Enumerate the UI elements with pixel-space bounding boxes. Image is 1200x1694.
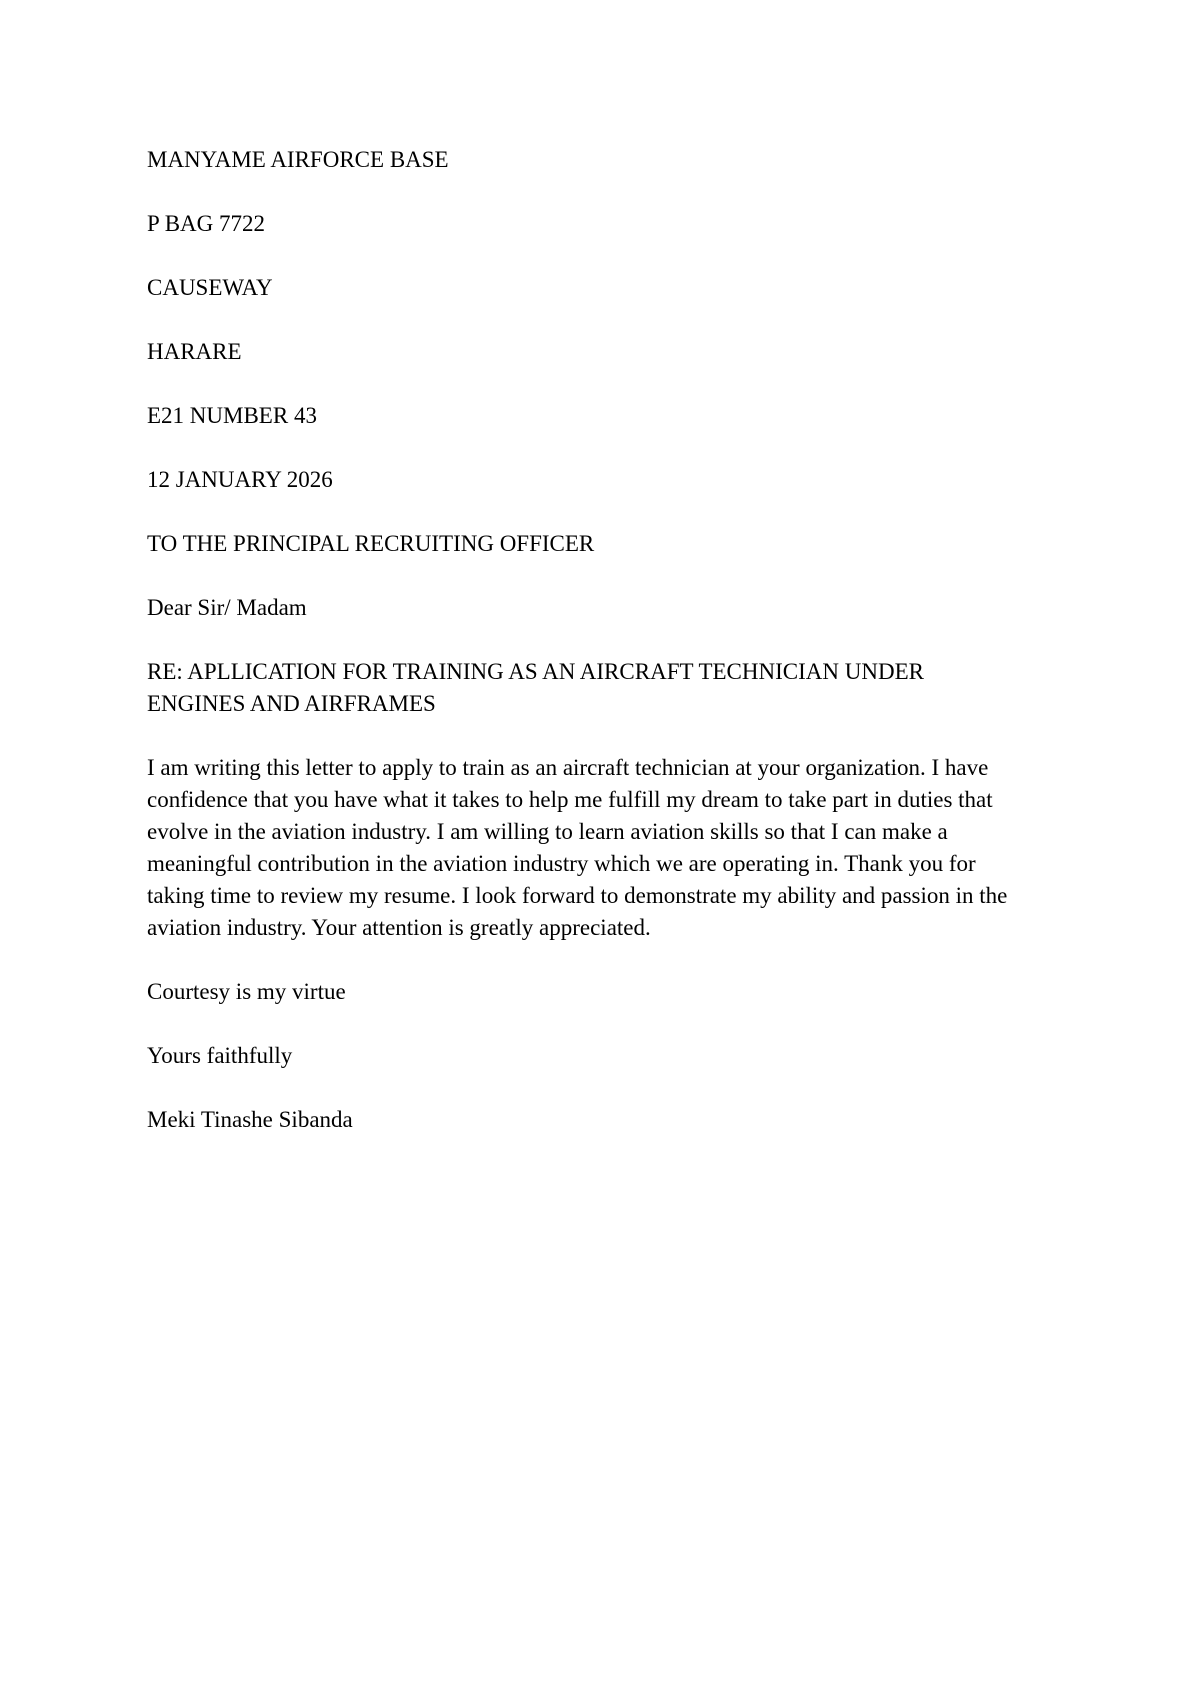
address-line-number: E21 NUMBER 43: [147, 403, 317, 428]
courtesy-line: Courtesy is my virtue: [147, 979, 346, 1004]
body-line: meaningful contribution in the aviation industry which we are operating in. Thank you for: [147, 851, 976, 876]
body-line: taking time to review my resume. I look forward to demonstrate my ability and passion in the: [147, 883, 1008, 908]
signature-name: Meki Tinashe Sibanda: [147, 1107, 353, 1132]
body-line: I am writing this letter to apply to train as an aircraft technician at your organization. I have: [147, 755, 989, 780]
address-line-city: HARARE: [147, 339, 242, 364]
address-line-base: MANYAME AIRFORCE BASE: [147, 147, 449, 172]
subject-line-1: RE: APLLICATION FOR TRAINING AS AN AIRCRAFT TECHNICIAN UNDER: [147, 659, 924, 684]
letter-date: 12 JANUARY 2026: [147, 467, 333, 492]
body-line: aviation industry. Your attention is greatly appreciated.: [147, 915, 651, 940]
body-paragraph: [147, 752, 1069, 944]
salutation: Dear Sir/ Madam: [147, 595, 307, 620]
closing-line: Yours faithfully: [147, 1043, 293, 1068]
recipient-line: TO THE PRINCIPAL RECRUITING OFFICER: [147, 531, 595, 556]
subject-line-2: ENGINES AND AIRFRAMES: [147, 691, 436, 716]
address-line-pbag: P BAG 7722: [147, 211, 265, 236]
letter-content: [147, 144, 1069, 1168]
body-line: evolve in the aviation industry. I am willing to learn aviation skills so that I can make a: [147, 819, 948, 844]
body-line: confidence that you have what it takes to help me fulfill my dream to take part in duties that: [147, 787, 993, 812]
address-line-area: CAUSEWAY: [147, 275, 273, 300]
subject-line: [147, 656, 1069, 720]
